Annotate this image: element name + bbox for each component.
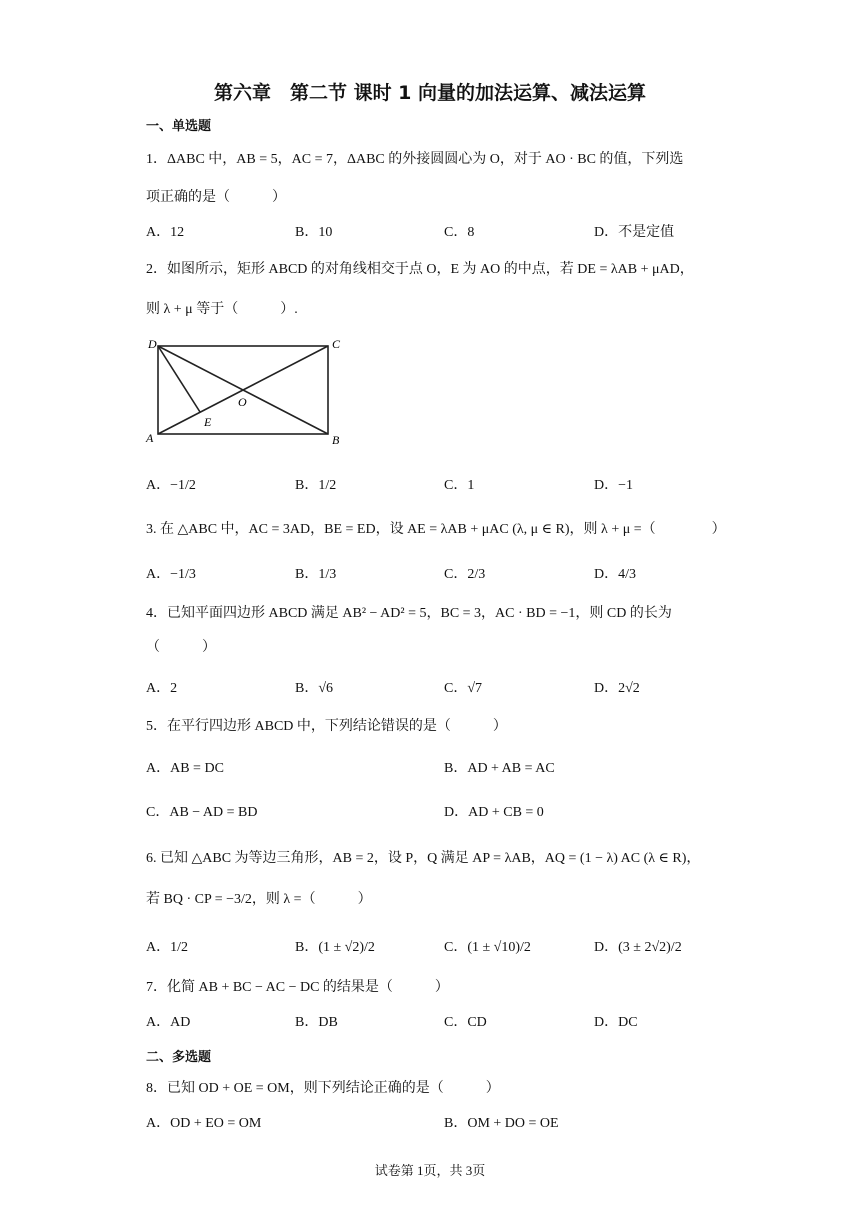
- question-8-line-1: 8．已知 OD + OE = OM，则下列结论正确的是（ ）: [146, 1081, 500, 1096]
- question-7-option-b: B．DB: [295, 1015, 338, 1030]
- question-3-option-c: C．2/3: [444, 567, 486, 582]
- question-2-option-b: B．1/2: [295, 478, 337, 493]
- page-footer: 试卷第 1页，共 3页: [374, 1163, 486, 1178]
- segment-de: [158, 346, 200, 412]
- question-1-line-2: 项正确的是（ ）: [146, 190, 286, 205]
- question-4-option-b: B．√6: [295, 681, 334, 696]
- section-heading-multi: 二、多选题: [146, 1050, 212, 1065]
- question-5-option-b: B．AD + AB = AC: [444, 761, 555, 776]
- question-2-line-1: 2．如图所示，矩形 ABCD 的对角线相交于点 O，E 为 AO 的中点，若 DE = λAB + μAD，: [146, 262, 694, 277]
- question-5-line-1: 5．在平行四边形 ABCD 中，下列结论错误的是（ ）: [146, 719, 507, 734]
- question-6-option-d: D．(3 ± 2√2)/2: [594, 940, 682, 955]
- rectangle-figure: [144, 332, 354, 448]
- question-5-option-a: A．AB = DC: [146, 761, 224, 776]
- label-d: D: [148, 337, 157, 351]
- question-1-option-a: A．12: [146, 225, 185, 240]
- question-6-line-2: 若 BQ · CP = −3/2，则 λ =（ ）: [146, 892, 372, 907]
- question-2-option-d: D．−1: [594, 478, 634, 493]
- label-o: O: [238, 395, 247, 409]
- page-title: 第六章 第二节 课时 1 向量的加法运算、减法运算: [213, 82, 647, 104]
- question-3-option-b: B．1/3: [295, 567, 337, 582]
- question-2-option-c: C．1: [444, 478, 475, 493]
- question-4-option-c: C．√7: [444, 681, 483, 696]
- question-2-line-2: 则 λ + μ 等于（ ）.: [146, 302, 298, 317]
- label-a: A: [146, 431, 154, 445]
- question-4-line-2: （ ）: [146, 640, 216, 655]
- question-3-line-1: 3. 在 △ABC 中，AC = 3AD，BE = ED，设 AE = λAB + μAC (λ, μ ∈ R)，则 λ + μ =（ ）: [146, 522, 726, 537]
- question-1-line-1: 1．ΔABC 中，AB = 5，AC = 7，ΔABC 的外接圆圆心为 O，对于 AO · BC 的值，下列选: [146, 152, 684, 167]
- question-7-option-d: D．DC: [594, 1015, 638, 1030]
- label-b: B: [332, 433, 340, 447]
- question-7-option-a: A．AD: [146, 1015, 191, 1030]
- question-3-option-a: A．−1/3: [146, 567, 196, 582]
- question-2-option-a: A．−1/2: [146, 478, 196, 493]
- question-6-line-1: 6. 已知 △ABC 为等边三角形，AB = 2，设 P，Q 满足 AP = λAB，AQ = (1 − λ) AC (λ ∈ R)，: [146, 851, 701, 866]
- label-c: C: [332, 337, 341, 351]
- question-1-option-d: D．不是定值: [594, 225, 675, 240]
- question-4-option-a: A．2: [146, 681, 178, 696]
- question-7-line-1: 7．化简 AB + BC − AC − DC 的结果是（ ）: [146, 980, 449, 995]
- question-8-option-a: A．OD + EO = OM: [146, 1116, 262, 1131]
- question-6-option-c: C．(1 ± √10)/2: [444, 940, 531, 955]
- question-1-option-b: B．10: [295, 225, 333, 240]
- question-1-option-c: C．8: [444, 225, 475, 240]
- question-3-option-d: D．4/3: [594, 567, 636, 582]
- question-4-line-1: 4．已知平面四边形 ABCD 满足 AB² − AD² = 5，BC = 3，AC · BD = −1，则 CD 的长为: [146, 606, 672, 621]
- section-heading-single: 一、单选题: [146, 119, 212, 134]
- question-7-option-c: C．CD: [444, 1015, 487, 1030]
- question-5-option-d: D．AD + CB = 0: [444, 805, 544, 820]
- question-6-option-a: A．1/2: [146, 940, 188, 955]
- question-4-option-d: D．2√2: [594, 681, 640, 696]
- label-e: E: [204, 415, 212, 429]
- question-5-option-c: C．AB − AD = BD: [146, 805, 258, 820]
- question-6-option-b: B．(1 ± √2)/2: [295, 940, 375, 955]
- question-8-option-b: B．OM + DO = OE: [444, 1116, 559, 1131]
